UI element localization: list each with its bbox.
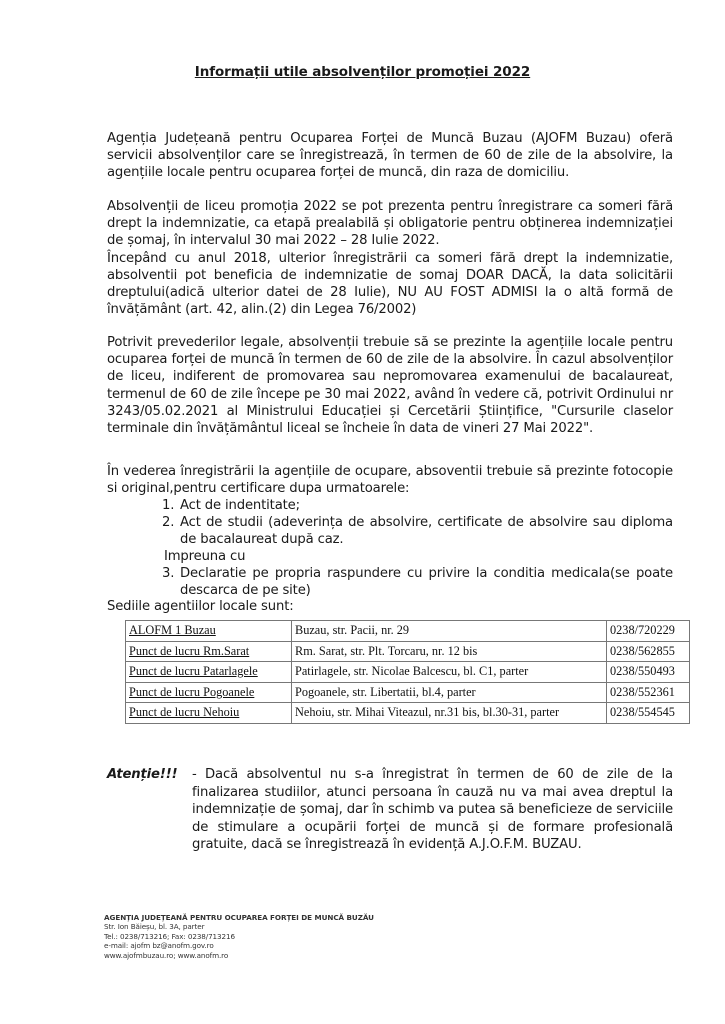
list-item-text: Act de studii (adeverința de absolvire, certificate de absolvire sau diploma de bacalaureat după caz. [180,515,673,548]
office-phone: 0238/550493 [607,662,690,683]
list-item-number: 1. [162,498,175,513]
offices-heading: Sediile agentiilor locale sunt: [107,599,294,614]
office-name: Punct de lucru Nehoiu [126,703,292,724]
footer-web: www.ajofmbuzau.ro; www.anofm.ro [104,950,229,960]
list-item [162,565,673,601]
table-row [126,682,690,703]
footer-contact [104,913,374,960]
page-title: Informații utile absolvenților promoției 2022 [194,64,531,80]
table-row [126,662,690,683]
highschool-paragraph [107,198,673,318]
intro-paragraph [107,130,673,182]
office-name: Punct de lucru Pogoanele [126,682,292,703]
office-address: Pogoanele, str. Libertatii, bl.4, parter [292,682,607,703]
office-address: Nehoiu, str. Mihai Viteazul, nr.31 bis, bl.30-31, parter [292,703,607,724]
office-phone: 0238/562855 [607,641,690,662]
office-address: Buzau, str. Pacii, nr. 29 [292,621,607,642]
footer-address: Str. Ion Băieșu, bl. 3A, parter [104,922,205,932]
documents-list [162,497,673,607]
office-address: Rm. Sarat, str. Plt. Torcaru, nr. 12 bis [292,641,607,662]
legal-paragraph [107,334,673,437]
registration-intro [107,463,673,497]
list-item-text: Act de indentitate; [180,498,300,513]
warning-text: - Dacă absolventul nu s-a înregistrat în termen de 60 de zile de la finalizarea studiilor, atunci persoana în cauză nu va mai avea dreptul la indemnizație de șomaj, dar în schimb va putea să beneficieze de serviciile de stimulare a ocupării forței de muncă și de formare profesională gratuite, dacă se înregistrează în evidență A.J.O.F.M. BUZAU. [192,767,673,852]
footer-email: e-mail: ajofm bz@anofm.gov.ro [104,941,214,951]
table-row [126,641,690,662]
list-item-number: 2. [162,515,175,530]
office-phone: 0238/554545 [607,703,690,724]
list-item [162,514,673,550]
list-item [162,497,673,515]
highschool-text-2: Începând cu anul 2018, ulterior înregistrării ca someri fără drept la indemnizatie, absolventii pot beneficia de indemnizatie de somaj DOAR DACĂ, la data solicitării dreptului(adică ulterior datei de 28 Iulie), NU AU FOST ADMISI la o altă formă de învățământ (art. 42, alin.(2) din Legea 76/2002) [107,250,673,318]
office-address: Patirlagele, str. Nicolae Balcescu, bl. C1, parter [292,662,607,683]
list-item-text: Declaratie pe propria raspundere cu privire la conditia medicala(se poate descarca de pe site) [180,566,673,599]
list-item-number: 3. [162,566,175,581]
legal-text: Potrivit prevederilor legale, absolvenții trebuie să se prezinte la agențiile locale pentru ocuparea forței de muncă în termen de 60 de zile de la absolvire. În cazul absolvenților de liceu, indiferent de promovarea sau nepromovarea examenului de bacalaureat, termenul de 60 de zile începe pe 30 mai 2022, având în vedere că, potrivit Ordinului nr 3243/05.02.2021 al Ministrului Educației și Cercetării Științifice, "Cursurile claselor terminale din învățământul liceal se încheie în data de vineri 27 Mai 2022". [107,335,673,437]
office-name: Punct de lucru Patarlagele [126,662,292,683]
office-phone: 0238/552361 [607,682,690,703]
together-with: Impreuna cu [164,549,246,564]
office-name: Punct de lucru Rm.Sarat [126,641,292,662]
registration-intro-text: În vederea înregistrării la agențiile de ocupare, absoventii trebuie să prezinte fotocopie si original,pentru certificare dupa urmatoarele: [107,464,673,497]
office-name: ALOFM 1 Buzau [126,621,292,642]
office-phone: 0238/720229 [607,621,690,642]
table-row [126,703,690,724]
highschool-text-1: Absolvenții de liceu promoția 2022 se pot prezenta pentru înregistrare ca someri fără drept la indemnizatie, ca etapă prealabilă și obligatorie pentru obținerea indemnizației de șomaj, în intervalul 30 mai 2022 – 28 Iulie 2022. [107,199,673,249]
footer-agency: AGENȚIA JUDEȚEANĂ PENTRU OCUPAREA FORȚEI DE MUNCĂ BUZĂU [104,913,374,922]
footer-phones: Tel.: 0238/713216; Fax: 0238/713216 [104,931,235,941]
intro-text: Agenția Județeană pentru Ocuparea Forței de Muncă Buzau (AJOFM Buzau) oferă servicii absolvenților care se înregistrează, în termen de 60 de zile de la absolvire, la agențiile locale pentru ocuparea forței de muncă, din raza de domiciliu. [107,131,673,181]
table-row [126,621,690,642]
warning-label: Atenție!!! [107,767,178,782]
offices-table [125,620,690,724]
